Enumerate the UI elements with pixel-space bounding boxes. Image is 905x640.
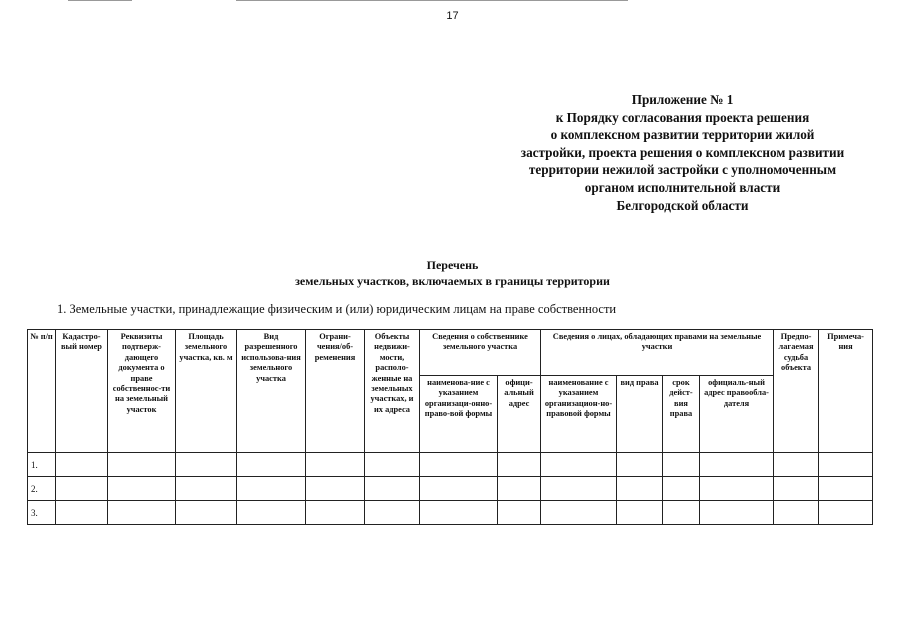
appendix-line: органом исполнительной власти	[584, 179, 781, 195]
table-cell	[700, 501, 774, 525]
table-cell	[663, 501, 700, 525]
table-cell	[306, 501, 365, 525]
appendix-line: о комплексном развитии территории жилой	[550, 127, 815, 143]
table-cell	[365, 453, 420, 477]
top-rule-mid	[236, 0, 628, 1]
col-header-rights-holders: Сведения о лицах, обладающих правами на земельные участки	[541, 330, 774, 376]
table-cell	[617, 477, 663, 501]
table-cell	[819, 453, 873, 477]
table-cell	[306, 477, 365, 501]
col-header-owner-address: офици-альный адрес	[498, 376, 541, 453]
col-header-right-type: вид права	[617, 376, 663, 453]
table-cell	[541, 477, 617, 501]
table-cell	[420, 501, 498, 525]
table-cell	[700, 477, 774, 501]
table-cell	[819, 501, 873, 525]
col-header-owner-name: наименова-ние с указанием организаци-онно-право-вой формы	[420, 376, 498, 453]
appendix-line: застройки, проекта решения о комплексном развитии	[520, 144, 845, 160]
col-header-notes: Примеча-ния	[819, 330, 873, 453]
table-cell	[56, 501, 108, 525]
table-cell	[498, 453, 541, 477]
table-row	[28, 453, 873, 477]
col-header-holder-name: наименование с указанием организацион-но-правовой формы	[541, 376, 617, 453]
row-number: 3.	[28, 501, 56, 525]
appendix-line: Приложение № 1	[631, 92, 734, 107]
col-header-requisites: Реквизиты подтверж-дающего документа о праве собственнос-ти на земельный участок	[108, 330, 176, 453]
table-cell	[617, 501, 663, 525]
section-title: 1. Земельные участки, принадлежащие физическим и (или) юридическим лицам на праве собственности	[57, 302, 617, 316]
table-cell	[176, 477, 237, 501]
table-cell	[237, 501, 306, 525]
table-row	[28, 477, 873, 501]
table-cell	[819, 477, 873, 501]
table-cell	[498, 501, 541, 525]
appendix-header	[470, 91, 895, 214]
row-number: 1.	[28, 453, 56, 477]
table-cell	[176, 453, 237, 477]
table-cell	[498, 477, 541, 501]
table-cell	[108, 501, 176, 525]
table-cell	[663, 477, 700, 501]
table-cell	[617, 453, 663, 477]
col-header-real-estate: Объекты недвижи-мости, располо-женные на земельных участках, и их адреса	[365, 330, 420, 453]
col-header-right-term: срок дейст-вия права	[663, 376, 700, 453]
table-cell	[774, 501, 819, 525]
table-cell	[700, 453, 774, 477]
table-cell	[365, 501, 420, 525]
table-cell	[237, 453, 306, 477]
col-header-holder-address: официаль-ный адрес правообла-дателя	[700, 376, 774, 453]
table-cell	[541, 501, 617, 525]
table-cell	[306, 453, 365, 477]
row-number: 2.	[28, 477, 56, 501]
col-header-area: Площадь земельного участка, кв. м	[176, 330, 237, 453]
list-title	[0, 257, 905, 289]
table-cell	[420, 453, 498, 477]
land-parcels-table	[27, 329, 873, 525]
table-cell	[420, 477, 498, 501]
col-header-num: № п/п	[28, 330, 56, 453]
page-number: 17	[446, 10, 459, 22]
table-cell	[541, 453, 617, 477]
col-header-use-type: Вид разрешенного использова-ния земельного участка	[237, 330, 306, 453]
appendix-line: территории нежилой застройки с уполномоченным	[528, 162, 837, 178]
table-cell	[56, 477, 108, 501]
table-cell	[56, 453, 108, 477]
table-cell	[108, 477, 176, 501]
col-header-cadastral: Кадастро-вый номер	[56, 330, 108, 453]
appendix-line: Белгородской области	[616, 197, 749, 213]
table-cell	[176, 501, 237, 525]
top-rule-left	[68, 0, 132, 1]
appendix-line: к Порядку согласования проекта решения	[555, 109, 810, 125]
table-cell	[108, 453, 176, 477]
table-cell	[237, 477, 306, 501]
col-header-restrictions: Ограни-чения/об-ременения	[306, 330, 365, 453]
col-header-proposed-fate: Предпо-лагаемая судьба объекта	[774, 330, 819, 453]
col-header-owner-info: Сведения о собственнике земельного участка	[420, 330, 541, 376]
table-row	[28, 501, 873, 525]
table-cell	[774, 477, 819, 501]
table-cell	[663, 453, 700, 477]
table-cell	[365, 477, 420, 501]
list-title-line1: Перечень	[426, 258, 479, 272]
table-cell	[774, 453, 819, 477]
list-title-line2: земельных участков, включаемых в границы территории	[295, 274, 610, 288]
